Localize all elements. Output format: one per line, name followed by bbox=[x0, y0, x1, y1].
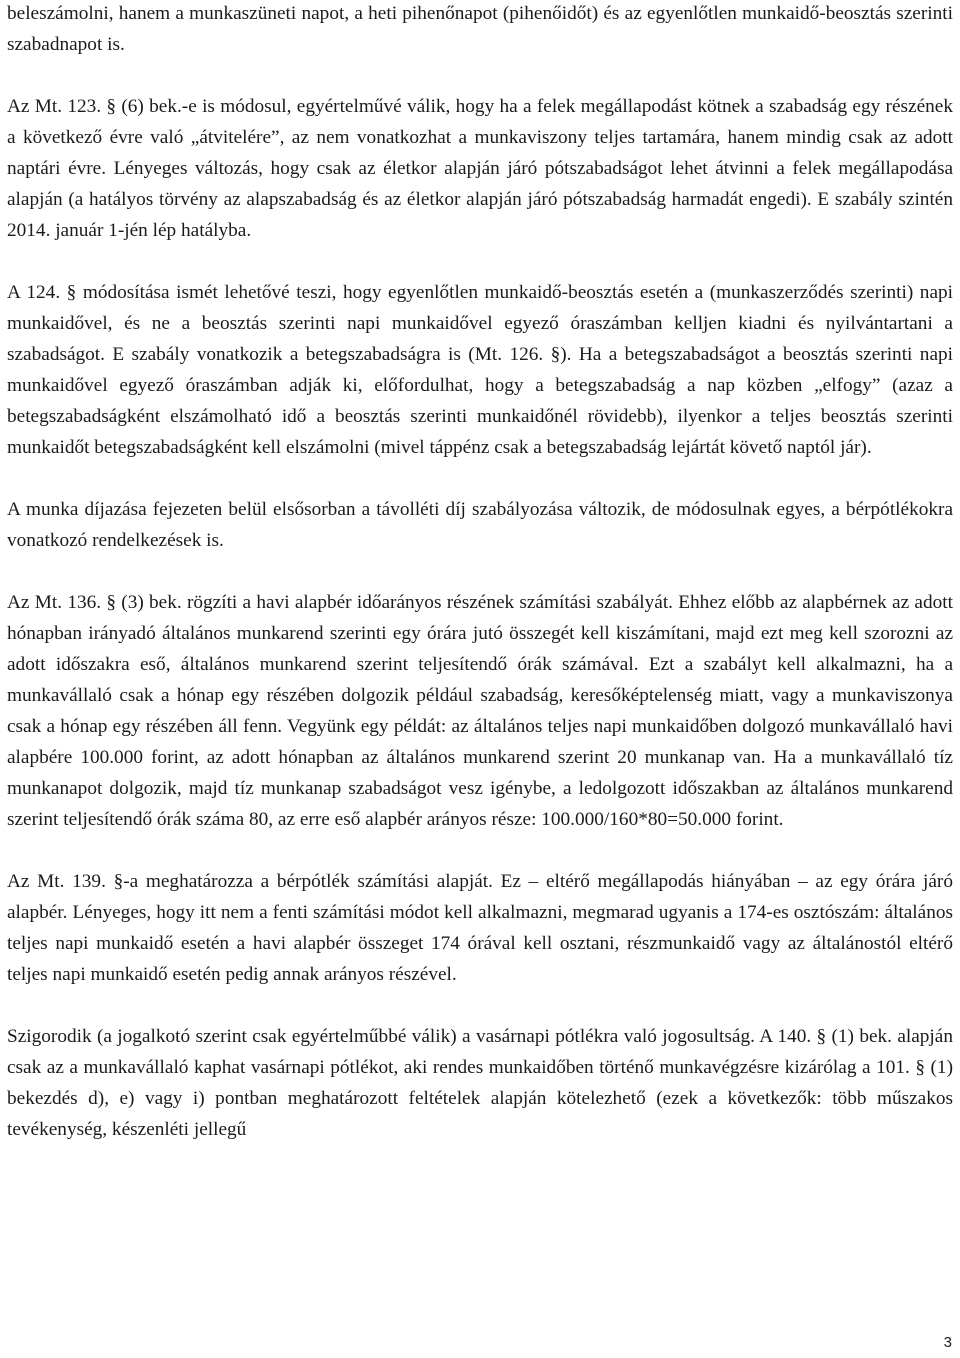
paragraph-munka-dijazasa: A munka díjazása fejezeten belül elsősorban a távolléti díj szabályozása változik, de módosulnak egyes, a bérpótlékokra vonatkozó rendelkezések is. bbox=[7, 499, 953, 551]
paragraph-carryover: beleszámolni, hanem a munkaszüneti napot, a heti pihenőnapot (pihenőidőt) és az egyenlőtlen munkaidő-beosztás szerinti szabadnapot is. bbox=[7, 3, 953, 55]
paragraph-mt-136: Az Mt. 136. § (3) bek. rögzíti a havi alapbér időarányos részének számítási szabályát. Ehhez előbb az alapbérnek az adott hónapban irányadó általános munkarend szerinti egy órára jutó összegét kell kiszámítani, majd ezt meg kell szorozni az adott időszakra eső, általános munkarend szerint teljesítendő órák számával. Ezt a szabályt kell alkalmazni, ha a munkavállaló csak a hónap egy részében dolgozik például szabadság, keresőképtelenség miatt, vagy a munkaviszonya csak a hónap egy részében áll fenn. Vegyünk egy példát: az általános teljes napi munkaidőben dolgozó munkavállaló havi alapbére 100.000 forint, az adott hónapban az általános munkarend szerint 20 munkanap van. Ha a munkavállaló tíz munkanapot dolgozik, majd tíz munkanap szabadságot vesz igénybe, a ledolgozott időszakban az általános munkarend szerint teljesítendő órák száma 80, az erre eső alapbér arányos része: 100.000/160*80=50.000 forint. bbox=[7, 592, 953, 830]
page-number: 3 bbox=[943, 1334, 952, 1351]
paragraph-mt-123: Az Mt. 123. § (6) bek.-e is módosul, egyértelművé válik, hogy ha a felek megállapodást kötnek a szabadság egy részének a következő évre való „átvitelére”, az nem vonatkozhat a munkaviszony teljes tartamára, hanem mindig csak az adott naptári évre. Lényeges változás, hogy csak az életkor alapján járó pótszabadságot lehet átvinni a felek megállapodása alapján (a hatályos törvény az alapszabadság és az életkor alapján járó pótszabadság harmadát engedi). E szabály szintén 2014. január 1-jén lép hatályba. bbox=[7, 96, 953, 241]
paragraph-mt-124: A 124. § módosítása ismét lehetővé teszi, hogy egyenlőtlen munkaidő-beosztás esetén a (munkaszerződés szerinti) napi munkaidővel, és ne a beosztás szerinti napi munkaidővel egyező óraszámban kelljen kiadni és nyilvántartani a szabadságot. E szabály vonatkozik a betegszabadságra is (Mt. 126. §). Ha a betegszabadságot a beosztás szerinti napi munkaidővel egyező óraszámban adják ki, előfordulhat, hogy a betegszabadság a nap közben „elfogy” (azaz a betegszabadságként elszámolható idő a beosztás szerinti munkaidőnél rövidebb), ilyenkor a teljes beosztás szerinti munkaidőt betegszabadságként kell elszámolni (mivel táppénz csak a betegszabadság lejártát követő naptól jár). bbox=[7, 282, 953, 458]
paragraph-mt-139: Az Mt. 139. §-a meghatározza a bérpótlék számítási alapját. Ez – eltérő megállapodás hiányában – az egy órára járó alapbér. Lényeges, hogy itt nem a fenti számítási módot kell alkalmazni, megmarad ugyanis a 174-es osztószám: általános teljes napi munkaidő esetén a havi alapbér összeget 174 órával kell osztani, részmunkaidő vagy az általánostól eltérő teljes napi munkaidő esetén pedig annak arányos részével. bbox=[7, 871, 953, 985]
paragraph-vasarnapi-potlek: Szigorodik (a jogalkotó szerint csak egyértelműbbé válik) a vasárnapi pótlékra való jogosultság. A 140. § (1) bek. alapján csak az a munkavállaló kaphat vasárnapi pótlékot, aki rendes munkaidőben történő munkavégzésre kizárólag a 101. § (1) bekezdés d), e) vagy i) pontban meghatározott feltételek alapján kötelezhető (ezek a következők: több műszakos tevékenység, készenléti jellegű bbox=[7, 1026, 953, 1140]
